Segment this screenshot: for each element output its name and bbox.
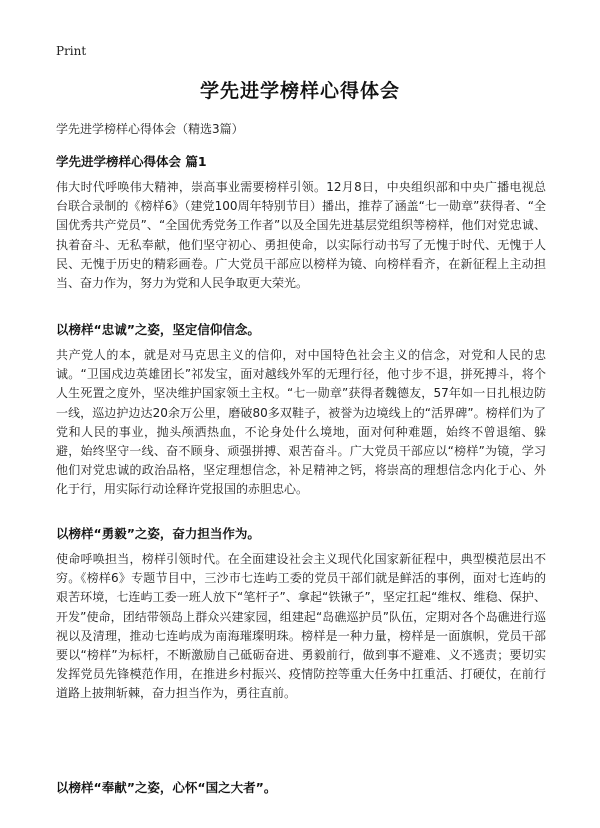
document-subtitle: 学先进学榜样心得体会（精选3篇） xyxy=(56,122,244,136)
section-body-loyalty: 共产党人的本，就是对马克思主义的信仰，对中国特色社会主义的信念，对党和人民的忠诚。“卫国戍边英雄团长”祁发宝，面对越线外军的无理行径，他寸步不退，拼死搏斗，将个人生死置之度外，坚决维护国家领土主权。“七一勋章”获得者魏德友，57年如一日扎根边防一线，巡边护边达20余万公里，磨破80多双鞋子，被誉为边境线上的“活界碑”。榜样们为了党和人民的事业，抛头颅洒热血，不论身处什么境地，面对何种难题，始终不曾退缩、躲避，始终坚守一线、奋不顾身、顽强拼搏、艰苦奋斗。广大党员干部应以“榜样”为镜，学习他们对党忠诚的政治品格，坚定理想信念，补足精神之钙，将崇高的理想信念内化于心、外化于行，用实际行动诠释许党报国的赤胆忠心。 xyxy=(56,348,546,497)
section-body-courage: 使命呼唤担当，榜样引领时代。在全面建设社会主义现代化国家新征程中，典型模范层出不穷。《榜样6》专题节目中，三沙市七连屿工委的党员干部们就是鲜活的事例，面对七连屿的艰苦环境，七连屿工委一班人放下“笔杆子”、拿起“铁锹子”，坚定扛起“维权、维稳、保护、开发”使命，团结带领岛上群众兴建家园，组建起“岛礁巡护员”队伍，定期对各个岛礁进行巡视以及清理，推动七连屿成为南海璀璨明珠。榜样是一种力量，榜样是一面旗帜，党员干部要以“榜样”为标杆，不断激励自己砥砺奋进、勇毅前行，做到事不避难、义不逃责；要切实发挥党员先锋模范作用，在推进乡村振兴、疫情防控等重大任务中扛重活、打硬仗，在前行道路上披荆斩棘，奋力担当作为，勇往直前。 xyxy=(56,552,546,701)
section-heading-dedication: 以榜样“奉献”之姿，心怀“国之大者”。 xyxy=(56,780,277,795)
article-heading: 学先进学榜样心得体会 篇1 xyxy=(56,154,207,169)
section-heading-courage: 以榜样“勇毅”之姿，奋力担当作为。 xyxy=(56,526,260,541)
intro-paragraph: 伟大时代呼唤伟大精神，崇高事业需要榜样引领。12月8日，中央组织部和中央广播电视总台联合录制的《榜样6》（建党100周年特别节目）播出，推荐了涵盖“七一勋章”获得者、“全国优秀共产党员”、“全国优秀党务工作者”以及全国先进基层党组织等榜样，他们对党忠诚、执着奋斗、无私奉献，他们坚守初心、勇担使命，以实际行动书写了无愧于时代、无愧于人民、无愧于历史的精彩画卷。广大党员干部应以榜样为镜、向榜样看齐，在新征程上主动担当、奋力作为，努力为党和人民争取更大荣光。 xyxy=(56,180,546,291)
print-label[interactable]: Print xyxy=(56,44,87,58)
section-heading-loyalty: 以榜样“忠诚”之姿，坚定信仰信念。 xyxy=(56,322,260,337)
page-title: 学先进学榜样心得体会 xyxy=(199,80,400,102)
